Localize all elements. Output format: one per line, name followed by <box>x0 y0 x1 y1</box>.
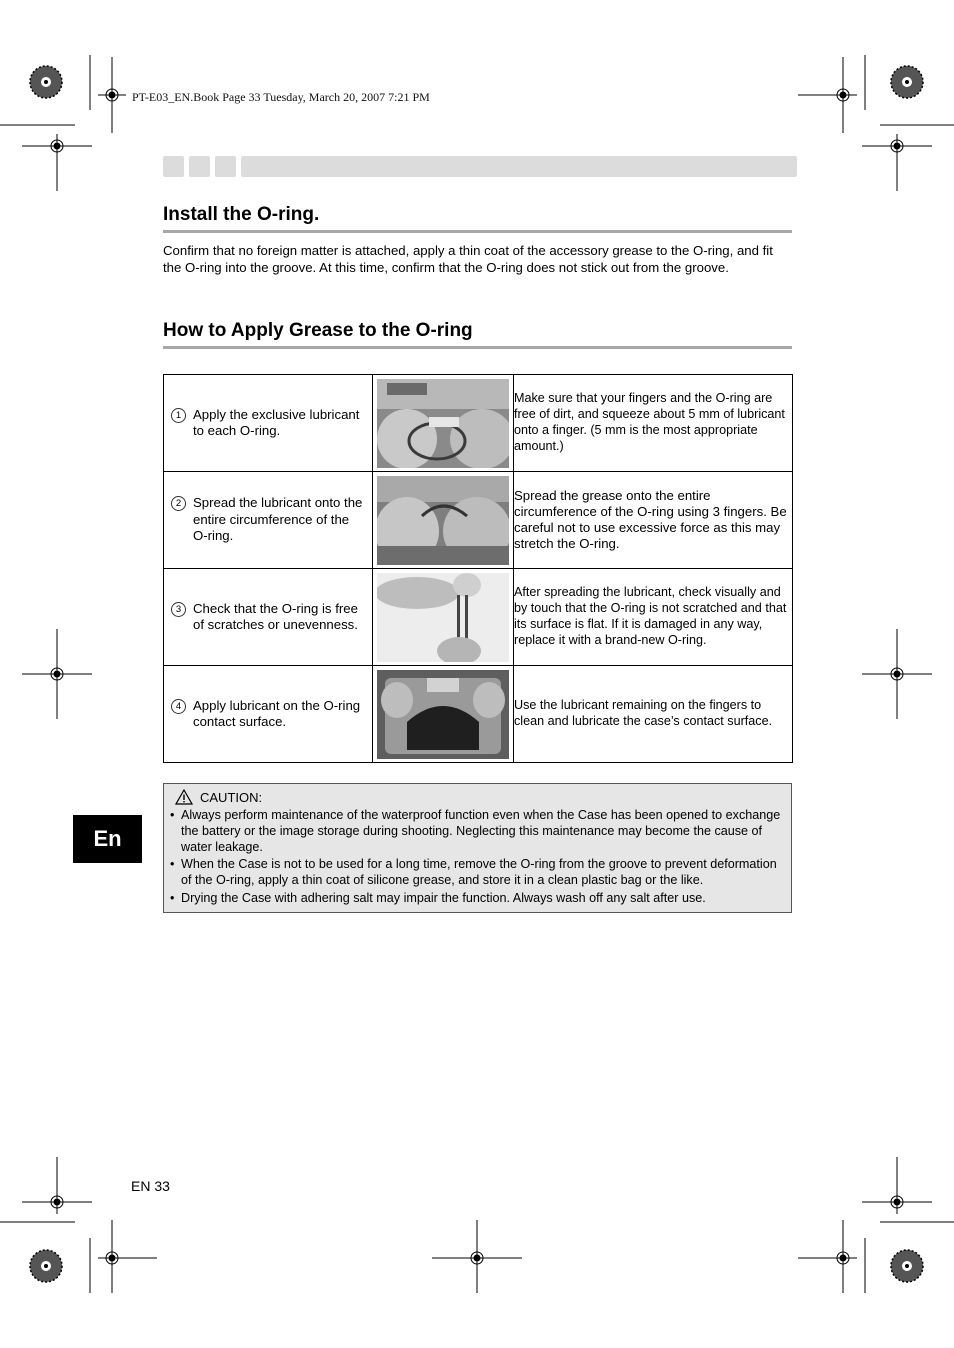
table-row <box>164 569 793 666</box>
header-strip <box>241 156 797 177</box>
step-cell <box>164 666 373 763</box>
photo-check-oring <box>377 573 509 662</box>
photo-case-contact-surface <box>377 670 509 759</box>
photo-cell <box>373 569 514 666</box>
step-number: 2 <box>171 496 186 511</box>
step-instruction: Apply lubricant on the O-ring contact surface. <box>193 697 361 729</box>
step-cell <box>164 569 373 666</box>
photo-squeeze-lubricant <box>377 379 509 468</box>
list-item: • When the Case is not to be used for a long time, remove the O-ring from the groove to prevent deformation of the O-ring, apply a thin coat of silicone grease, and store it in a clean plastic bag or the like. <box>170 857 784 889</box>
table-row <box>164 666 793 763</box>
step-number: 1 <box>171 408 186 423</box>
section-rule <box>163 346 792 349</box>
photo-cell <box>373 472 514 569</box>
header-bar <box>163 156 797 177</box>
section-rule <box>163 230 792 233</box>
section-title-install: Install the O-ring. <box>163 204 320 225</box>
step-instruction: Check that the O-ring is free of scratches or unevenness. <box>193 600 358 632</box>
step-instruction: Spread the lubricant onto the entire circumference of the O-ring. <box>193 495 363 544</box>
install-paragraph: Confirm that no foreign matter is attached, apply a thin coat of the accessory grease to the O-ring, and fit the O-ring into the groove. At this time, confirm that the O-ring does not stick out from the groove. <box>163 243 773 275</box>
step-instruction: Apply the exclusive lubricant to each O-ring. <box>193 406 360 438</box>
step-cell <box>164 472 373 569</box>
table-row <box>164 375 793 472</box>
page-number: EN 33 <box>131 1178 170 1194</box>
print-header: PT-E03_EN.Book Page 33 Tuesday, March 20, 2007 7:21 PM <box>132 90 430 104</box>
warning-triangle-icon <box>175 789 193 805</box>
step-number: 3 <box>171 602 186 617</box>
photo-cell <box>373 666 514 763</box>
caution-label: CAUTION: <box>200 789 263 805</box>
grease-steps-table <box>163 374 793 763</box>
photo-cell <box>373 375 514 472</box>
caution-box <box>163 783 792 913</box>
step-note: Use the lubricant remaining on the fingers to clean and lubricate the case’s contact surface. <box>514 666 793 763</box>
header-square <box>189 156 210 177</box>
list-item: • Drying the Case with adhering salt may impair the function. Always wash off any salt after use. <box>170 891 784 907</box>
section-title-grease: How to Apply Grease to the O-ring <box>163 320 473 341</box>
photo-spread-lubricant <box>377 476 509 565</box>
step-note: Spread the grease onto the entire circumference of the O-ring using 3 fingers. Be careful not to use excessive force as this may stretch the O-ring. <box>514 472 793 569</box>
language-tab: En <box>73 815 142 863</box>
step-note: After spreading the lubricant, check visually and by touch that the O-ring is not scratched and that its surface is flat. If it is damaged in any way, replace it with a brand-new O-ring. <box>514 569 793 666</box>
table-row <box>164 472 793 569</box>
step-cell <box>164 375 373 472</box>
list-item: • Always perform maintenance of the waterproof function even when the Case has been opened to exchange the battery or the image storage during shooting. Neglecting this maintenance may become the cause of water leakage. <box>170 808 784 855</box>
caution-list <box>170 808 784 909</box>
header-square <box>163 156 184 177</box>
header-square <box>215 156 236 177</box>
step-number: 4 <box>171 699 186 714</box>
step-note: Make sure that your fingers and the O-ring are free of dirt, and squeeze about 5 mm of lubricant onto a finger. (5 mm is the most appropriate amount.) <box>514 375 793 472</box>
